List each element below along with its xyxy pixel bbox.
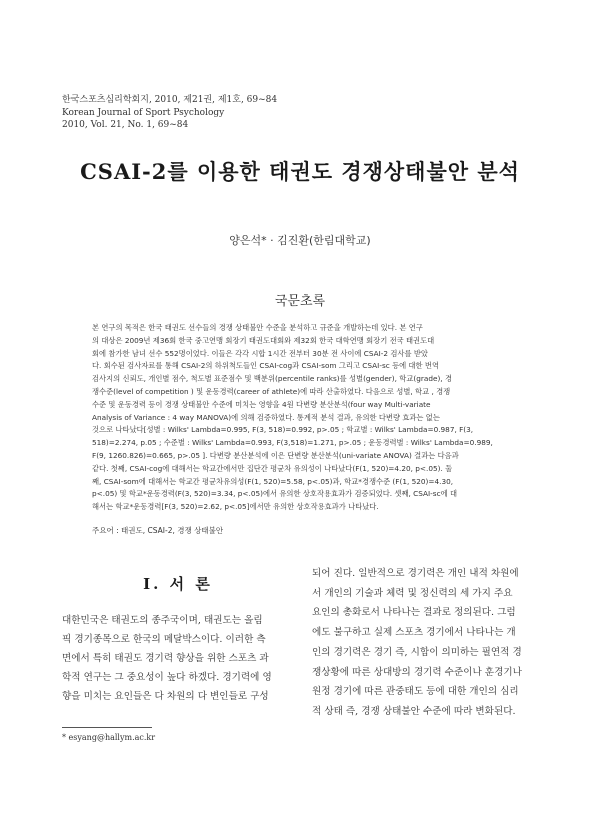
journal-name-english: Korean Journal of Sport Psychology	[62, 107, 225, 118]
body-text-line: 면에서 특히 태권도 경기력 향상을 위한 스포츠 과	[62, 653, 269, 664]
abstract-line: F(9, 1260.826)=0.665, p>.05 ]. 다변량 분산분석에 이은 단변량 분산분석(uni-variate ANOVA) 결과는 다음과	[92, 450, 459, 460]
body-text-line: 적 상태 즉, 경쟁 상태불안 수준에 따라 변화된다.	[312, 705, 516, 717]
body-text-line: 서 개인의 기술과 체력 및 정신력의 세 가지 주요	[312, 587, 513, 599]
abstract-line: 수준 및 운동경력 등이 경쟁 상태불안 수준에 미치는 영향을 4원 다변량 분산분석(four way Multi-variate	[92, 399, 431, 409]
body-column-left	[62, 611, 294, 706]
abstract-line: 회에 참가한 남녀 선수 552명이었다. 이들은 각각 시합 1시간 전부터 30분 전 사이에 CSAI-2 검사를 받았	[92, 348, 428, 358]
body-text-line: 원정 경기에 따른 관중태도 등에 대한 개인의 심리	[312, 686, 519, 698]
body-text-line: 인의 경기력은 경기 즉, 시합이 의미하는 필연적 경	[312, 646, 522, 658]
abstract-line: 다. 회수된 검사자료를 통해 CSAI-2의 하위척도들인 CSAI-cog과 CSAI-som 그리고 CSAI-sc 등에 대한 번역	[92, 361, 440, 371]
footnote-divider	[62, 727, 152, 728]
abstract-line: 쟁수준(level of competition ) 및 운동경력(career of athlete)에 따라 산출하였다. 다음으로 성별, 학교 , 경쟁	[92, 386, 451, 396]
abstract-line: 것으로 나타났다[성별 : Wilks' Lambda=0.995, F(3, 518)=0.992, p>.05 ; 학교별 : Wilks' Lambda=0.987, F(3,	[92, 425, 474, 435]
footnote-email: * esyang@hallym.ac.kr	[62, 733, 156, 742]
abstract-line: 518)=2.274, p.05 ; 수준별 : Wilks' Lambda=0.993, F(3,518)=1.271, p>.05 ; 운동경력별 : Wilks' Lambda=0.989,	[92, 438, 493, 448]
abstract-line: Analysis of Variance : 4 way MANOVA)에 의해 검증하였다. 통계적 분석 결과, 유의한 다변량 효과는 없는	[92, 412, 440, 422]
journal-citation-korean: 한국스포츠심리학회지, 2010, 제21권, 제1호, 69~84	[62, 95, 278, 105]
body-text-line: 쟁상황에 따른 상대방의 경기력 수준이나 훈경기나	[312, 666, 522, 678]
abstract-line: 의 대상은 2009년 제36회 한국 중고연맹 회장기 태권도대회와 제32회 한국 대학연맹 회장기 전국 태권도대	[92, 335, 435, 345]
abstract-body	[92, 322, 512, 514]
body-text-line: 향을 미치는 요인들은 다 차원의 다 변인들로 구성	[62, 691, 269, 702]
abstract-line: 검사지의 신뢰도, 개인별 점수, 척도별 표준점수 및 백분위(percentile ranks)를 성별(gender), 학교(grade), 경	[92, 374, 452, 384]
keywords: 주요어 : 태권도, CSAI-2, 경쟁 상태불안	[92, 526, 224, 535]
abstract-line: p<.05) 및 학교*운동경력(F(3, 520)=3.34, p<.05)에서 유의한 상호작용효과가 검증되었다. 셋째, CSAI-sc에 대	[92, 489, 457, 499]
section-heading-introduction: I. 서 론	[143, 575, 213, 593]
body-text-line: 되어 진다. 일반적으로 경기력은 개인 내적 차원에	[312, 568, 519, 579]
body-text-line: 대한민국은 태권도의 종주국이며, 태권도는 올림	[62, 615, 263, 626]
journal-header	[62, 94, 277, 132]
body-text-line: 에도 불구하고 실제 스포츠 경기에서 나타나는 개	[312, 627, 516, 639]
abstract-line: 해서는 학교*운동경력[F(3, 520)=2.62, p<.05]에서만 유의한 상호작용효과가 나타났다.	[92, 502, 379, 512]
body-text-line: 학적 연구는 그 중요성이 높다 하겠다. 경기력에 영	[62, 672, 272, 683]
authors: 양은석* · 김진환(한림대학교)	[229, 234, 371, 247]
body-text-line: 픽 경기종목으로 한국의 메달박스이다. 이러한 측	[62, 634, 266, 645]
body-column-right	[312, 564, 542, 722]
abstract-line: 째, CSAI-som에 대해서는 학교간 평균차유의성(F(1, 520)=5.58, p<.05)과, 학교*경쟁수준 (F(1, 520)=4.30,	[92, 476, 454, 486]
abstract-line: 같다. 첫째, CSAI-cog에 대해서는 학교간에서만 집단간 평균차 유의성이 나타났다(F(1, 520)=4.20, p<.05). 둘	[92, 463, 453, 473]
paper-title: CSAI-2를 이용한 태권도 경쟁상태불안 분석	[80, 159, 520, 184]
body-text-line: 요인의 총화로서 나타나는 결과로 정의된다. 그럼	[312, 607, 516, 619]
journal-citation-english: 2010, Vol. 21, No. 1, 69~84	[62, 120, 189, 130]
abstract-heading: 국문초록	[274, 294, 326, 309]
abstract-line: 본 연구의 목적은 한국 태권도 선수들의 경쟁 상태불안 수준을 분석하고 규준을 개발하는데 있다. 본 연구	[92, 323, 423, 332]
